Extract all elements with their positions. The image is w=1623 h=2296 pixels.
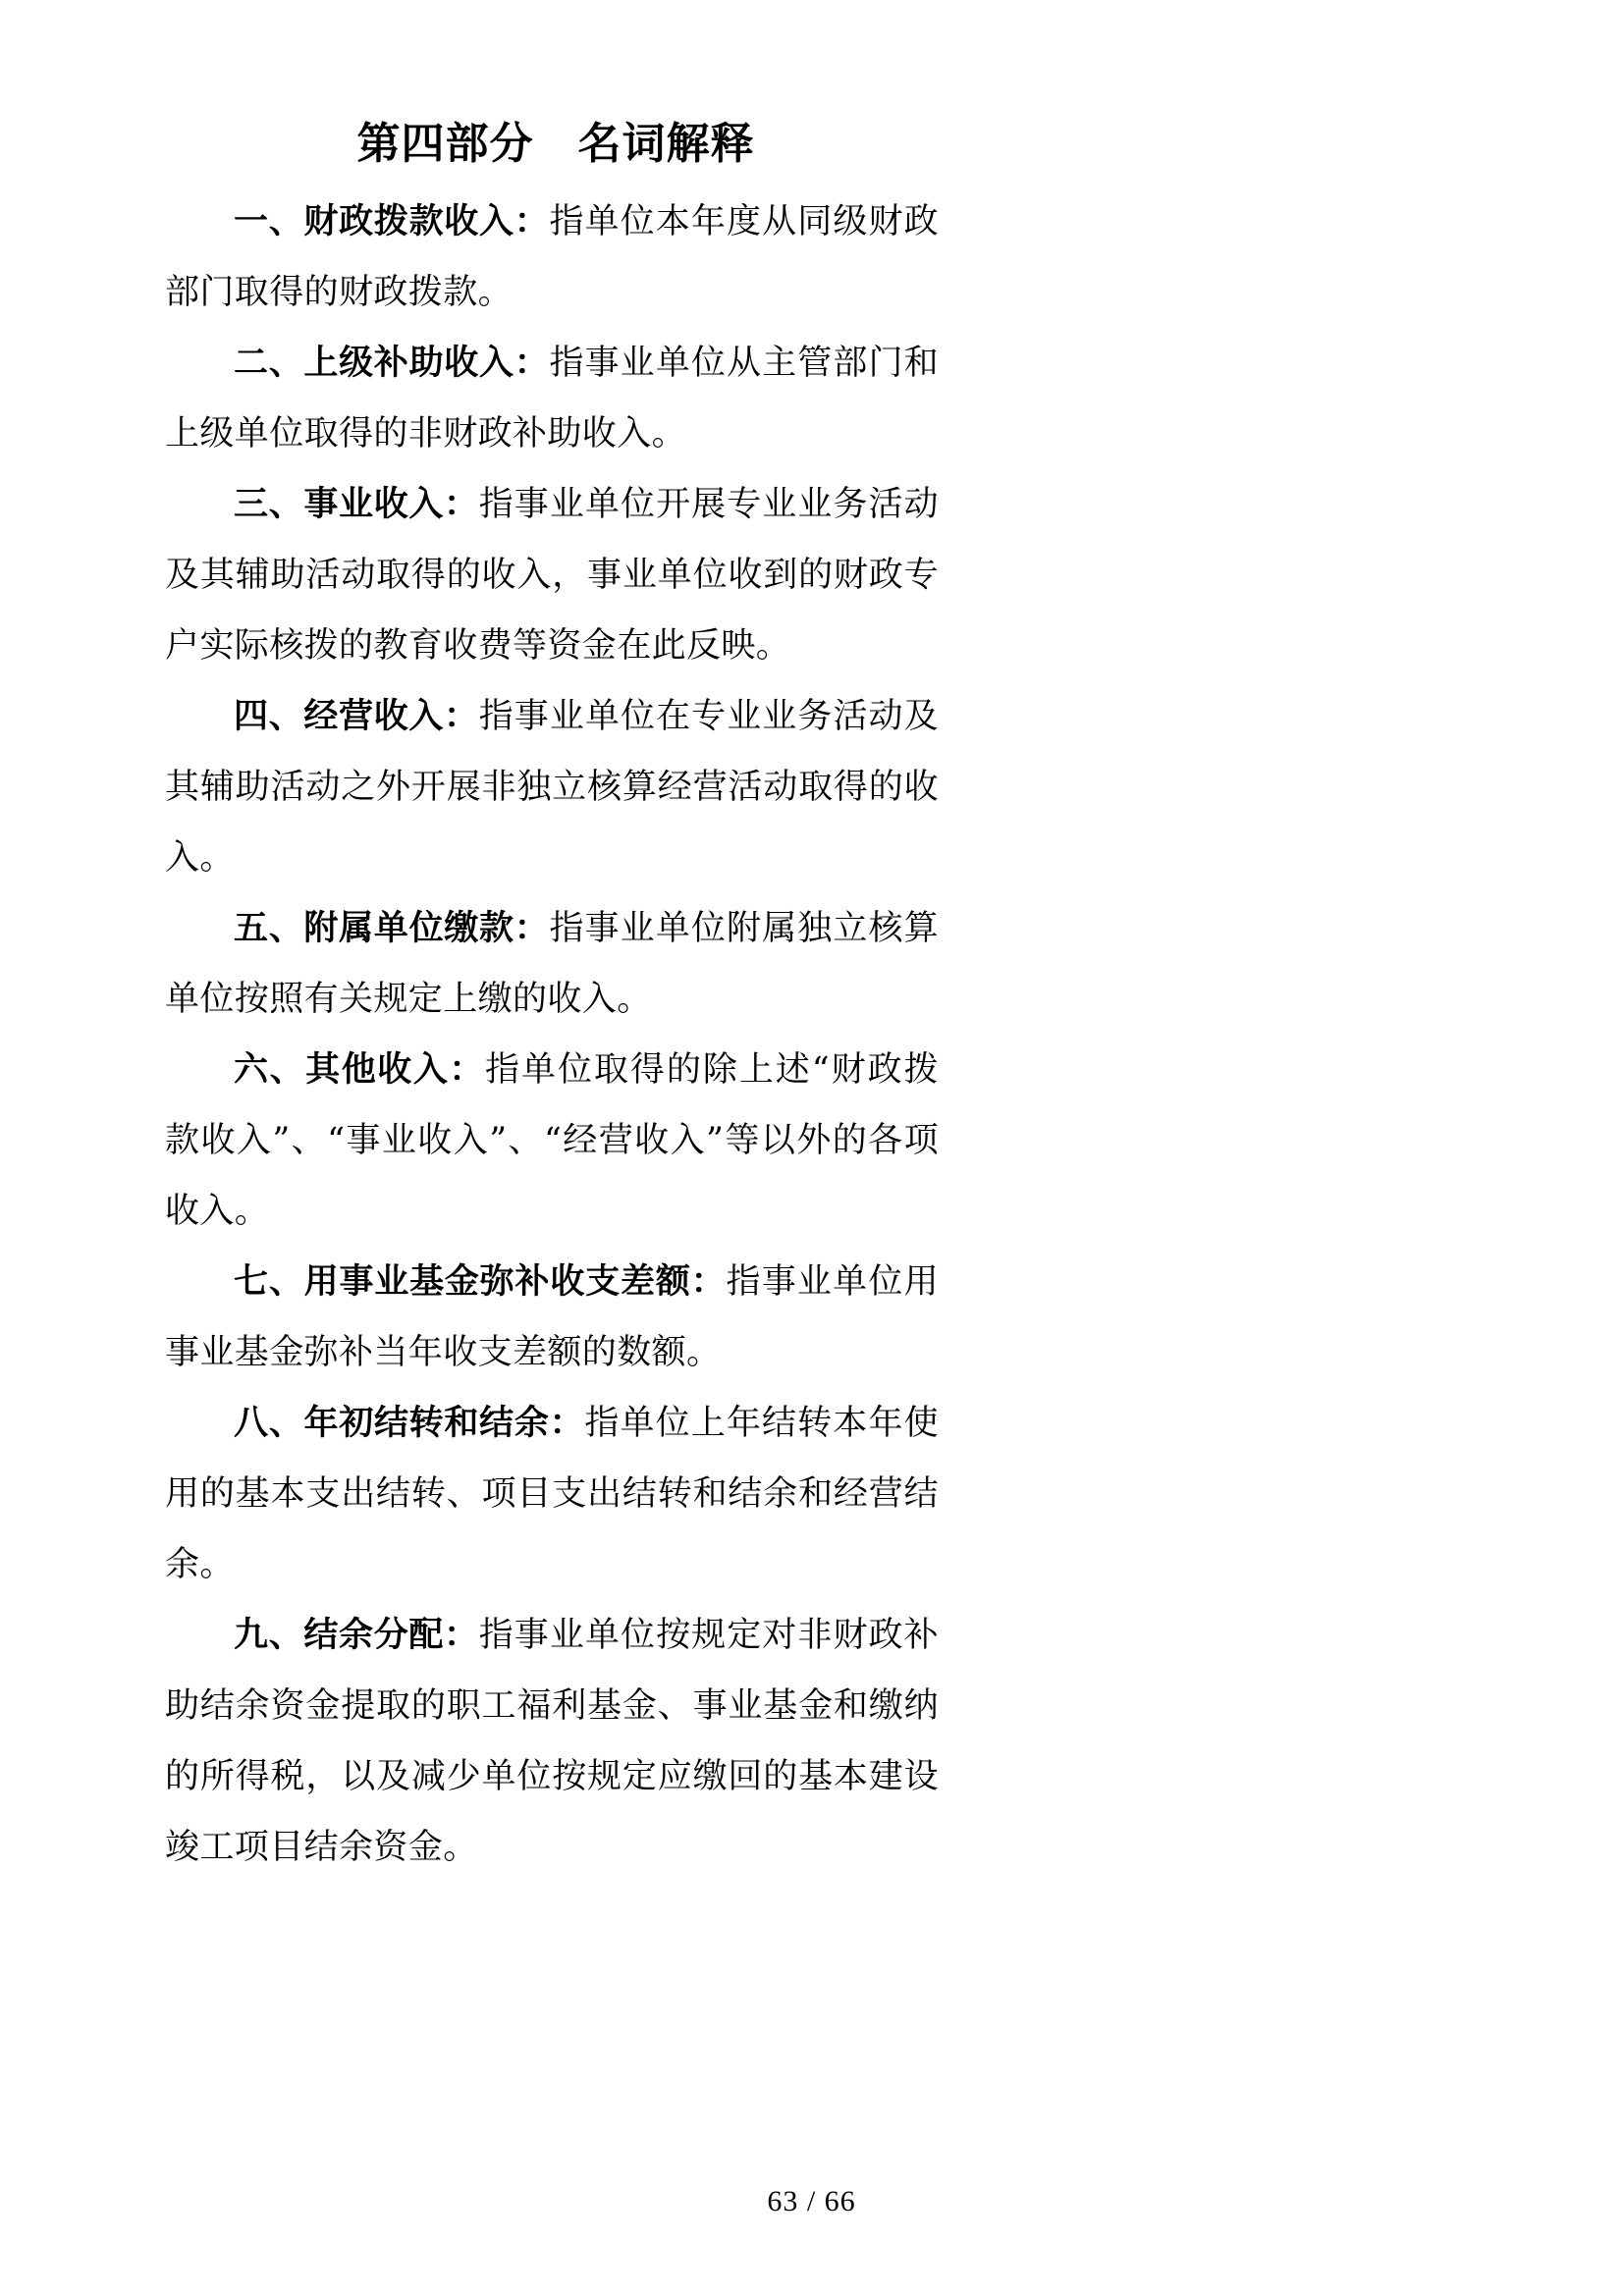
term-definition-1: 指单位本年度从同级财政部门取得的财政拨款。 xyxy=(165,202,939,312)
term-label-1: 一、财政拨款收入： xyxy=(234,202,550,241)
term-label-8: 八、年初结转和结余： xyxy=(234,1404,585,1443)
term-label-9: 九、结余分配： xyxy=(234,1616,479,1655)
term-definition-2: 指事业单位从主管部门和上级单位取得的非财政补助收入。 xyxy=(165,344,939,454)
term-entry-1 xyxy=(165,187,939,328)
term-entry-7 xyxy=(165,1247,939,1388)
term-entry-6 xyxy=(165,1035,939,1247)
term-definition-3: 指事业单位开展专业业务活动及其辅助活动取得的收入，事业单位收到的财政专户实际核拨的教育收费等资金在此反映。 xyxy=(165,485,939,666)
term-entry-8 xyxy=(165,1388,939,1600)
term-entry-3 xyxy=(165,469,939,681)
term-definition-4: 指事业单位在专业业务活动及其辅助活动之外开展非独立核算经营活动取得的收入。 xyxy=(165,697,939,878)
term-definition-9: 指事业单位按规定对非财政补助结余资金提取的职工福利基金、事业基金和缴纳的所得税，以及减少单位按规定应缴回的基本建设竣工项目结余资金。 xyxy=(165,1616,939,1867)
term-label-7: 七、用事业基金弥补收支差额： xyxy=(234,1262,727,1302)
term-entry-4 xyxy=(165,681,939,893)
term-entry-5 xyxy=(165,893,939,1035)
term-entry-2 xyxy=(165,328,939,469)
term-definition-5: 指事业单位附属独立核算单位按照有关规定上缴的收入。 xyxy=(165,909,939,1019)
document-body xyxy=(165,116,939,1883)
page-title: 第四部分 名词解释 xyxy=(356,119,755,169)
term-label-5: 五、附属单位缴款： xyxy=(234,909,550,948)
term-definition-6: 指单位取得的除上述“财政拨款收入”、“事业收入”、“经营收入”等以外的各项收入。 xyxy=(165,1050,939,1231)
term-label-2: 二、上级补助收入： xyxy=(234,344,550,383)
term-entry-9 xyxy=(165,1600,939,1883)
term-label-6: 六、其他收入： xyxy=(234,1050,486,1090)
term-label-3: 三、事业收入： xyxy=(234,485,479,524)
page-number-footer: 63 / 66 xyxy=(767,2185,856,2217)
term-label-4: 四、经营收入： xyxy=(234,697,479,736)
term-definition-7: 指事业单位用事业基金弥补当年收支差额的数额。 xyxy=(165,1262,939,1372)
term-definition-8: 指单位上年结转本年使用的基本支出结转、项目支出结转和结余和经营结余。 xyxy=(165,1404,939,1584)
